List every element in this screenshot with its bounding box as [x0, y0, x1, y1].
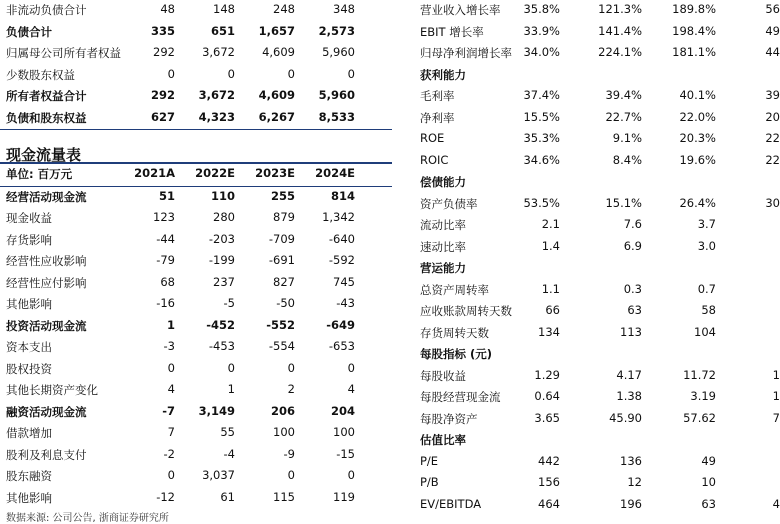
row-label: 速动比率	[420, 239, 466, 254]
row-value: 1	[772, 389, 780, 403]
row-value: 255	[270, 188, 295, 203]
row-value: 4.17	[616, 367, 642, 382]
row-value: 68	[160, 274, 175, 289]
row-value: 3.7	[697, 217, 716, 231]
row-label: 流动比率	[420, 218, 466, 232]
row-value: 3.19	[690, 389, 716, 403]
row-value: 30	[765, 195, 780, 210]
year-header: 2024E	[315, 166, 355, 180]
row-value: 6,267	[258, 109, 295, 124]
row-value: 136	[620, 453, 642, 468]
row-value: 3,672	[198, 88, 235, 102]
row-value: -5	[223, 296, 235, 310]
row-value: 22	[765, 131, 780, 145]
row-label: 投资活动现金流	[6, 318, 87, 333]
row-value: 10	[701, 475, 716, 489]
row-value: 48	[160, 2, 175, 16]
unit-label: 单位: 百万元	[6, 167, 73, 181]
row-label: 归母净利润增长率	[420, 46, 512, 60]
row-label: 其他影响	[6, 490, 52, 505]
row-value: -16	[156, 296, 175, 310]
ratio-row	[420, 65, 759, 87]
row-value: 627	[150, 109, 175, 124]
row-value: 58	[701, 303, 716, 317]
ratio-row	[420, 129, 780, 151]
row-value: -709	[268, 231, 295, 246]
row-value: 745	[333, 274, 355, 289]
row-value: 224.1%	[598, 45, 642, 59]
row-value: -12	[156, 489, 175, 504]
ratio-row	[420, 258, 759, 280]
row-label: 每股指标 (元)	[420, 347, 493, 361]
row-value: -15	[336, 446, 355, 461]
row-value: 9.1%	[612, 131, 642, 145]
row-value: 7	[772, 410, 780, 425]
row-value: 0.7	[697, 281, 716, 296]
row-value: -653	[328, 339, 355, 353]
row-value: 15.5%	[523, 109, 560, 124]
row-value: 39	[765, 88, 780, 102]
row-value: 5,960	[318, 88, 355, 102]
row-value: 348	[333, 2, 355, 16]
ratio-row	[420, 172, 759, 194]
row-value: 0	[347, 360, 355, 375]
row-value: 0	[167, 468, 175, 482]
row-value: -554	[268, 339, 295, 353]
row-label: 归属母公司所有者权益	[6, 46, 121, 60]
row-value: 34.0%	[523, 45, 560, 59]
row-value: 61	[220, 489, 235, 504]
row-value: -2	[163, 446, 175, 461]
row-value: 189.8%	[672, 2, 716, 16]
row-value: 827	[273, 274, 295, 289]
row-value: 22.0%	[679, 109, 716, 124]
row-label: 估值比率	[420, 433, 466, 447]
row-value: 3.65	[534, 410, 560, 425]
cashflow-row	[0, 337, 392, 359]
row-label: 每股收益	[420, 368, 466, 383]
row-label: 存货周转天数	[420, 325, 489, 340]
row-value: 464	[538, 496, 560, 511]
row-value: 66	[545, 303, 560, 317]
row-value: -453	[208, 339, 235, 353]
row-label: 非流动负债合计	[6, 3, 87, 17]
ratio-row	[420, 0, 780, 22]
row-value: 148	[213, 2, 235, 16]
row-value: -640	[328, 231, 355, 246]
row-value: 2,573	[318, 23, 355, 38]
year-header: 2023E	[255, 166, 295, 180]
row-value: 3,149	[198, 403, 235, 418]
balance-row	[0, 43, 392, 65]
ratio-row	[420, 194, 780, 216]
row-value: 12	[627, 475, 642, 489]
row-label: 负债合计	[6, 24, 52, 39]
ratio-row	[420, 344, 759, 366]
row-value: 1,342	[322, 210, 355, 224]
row-value: 4	[347, 382, 355, 396]
row-value: 45.90	[609, 410, 642, 425]
row-value: 8.4%	[612, 152, 642, 167]
row-value: 100	[333, 425, 355, 439]
row-label: P/E	[420, 453, 439, 468]
row-value: 44	[765, 45, 780, 59]
row-value: 292	[150, 88, 175, 102]
row-value: 1	[166, 317, 175, 332]
balance-row	[0, 86, 392, 108]
row-value: 20	[765, 109, 780, 124]
row-label: 每股净资产	[420, 411, 478, 426]
row-value: -452	[206, 317, 235, 332]
row-value: 1.29	[534, 367, 560, 382]
row-value: -4	[223, 446, 235, 461]
row-value: 1,657	[258, 23, 295, 38]
row-value: 56	[765, 2, 780, 16]
row-value: -203	[208, 231, 235, 246]
row-value: 4,323	[198, 109, 235, 124]
row-value: 879	[273, 210, 295, 224]
row-value: -3	[163, 339, 175, 353]
row-value: 0	[167, 360, 175, 375]
cashflow-row	[0, 402, 392, 424]
ratio-row	[420, 473, 759, 495]
cashflow-row	[0, 294, 392, 316]
cashflow-row	[0, 380, 392, 402]
row-value: -9	[283, 446, 295, 461]
row-label: 资产负债率	[420, 196, 478, 211]
row-value: -691	[268, 253, 295, 267]
row-value: 335	[150, 23, 175, 38]
row-value: 11.72	[683, 367, 716, 382]
cashflow-row	[0, 208, 392, 230]
row-value: 0	[287, 66, 295, 81]
row-value: 0.3	[623, 281, 642, 296]
row-value: -44	[156, 231, 175, 246]
ratio-row	[420, 430, 759, 452]
row-value: 35.3%	[523, 131, 560, 145]
row-value: 4	[167, 382, 175, 396]
row-value: 3.0	[697, 238, 716, 253]
row-value: 292	[153, 45, 175, 59]
row-value: 55	[220, 425, 235, 439]
row-value: 22	[765, 152, 780, 167]
row-label: EV/EBITDA	[420, 496, 482, 511]
row-value: 15.1%	[605, 195, 642, 210]
row-label: 总资产周转率	[420, 282, 489, 297]
row-value: 104	[694, 324, 716, 339]
ratio-row	[420, 495, 780, 517]
row-value: 1	[772, 367, 780, 382]
row-label: 资本支出	[6, 340, 52, 354]
cashflow-title: 现金流量表	[6, 146, 82, 164]
cashflow-row	[0, 251, 392, 273]
row-label: 借款增加	[6, 426, 52, 440]
row-label: EBIT 增长率	[420, 24, 484, 39]
row-value: 3,037	[202, 468, 235, 482]
row-label: 其他长期资产变化	[6, 383, 98, 397]
row-value: 7	[167, 425, 175, 439]
row-value: 206	[270, 403, 295, 418]
row-value: 0	[227, 66, 235, 81]
row-value: 0	[287, 360, 295, 375]
row-label: P/B	[420, 475, 439, 489]
row-value: 2	[287, 382, 295, 396]
row-label: 现金收益	[6, 211, 52, 225]
row-value: 6.9	[623, 238, 642, 253]
row-value: 156	[538, 475, 560, 489]
row-value: 196	[620, 496, 642, 511]
row-value: -552	[266, 317, 295, 332]
row-value: 39.4%	[605, 88, 642, 102]
row-value: 181.1%	[672, 45, 716, 59]
row-value: 1	[227, 382, 235, 396]
row-label: 所有者权益合计	[6, 89, 87, 103]
row-value: 1.38	[616, 389, 642, 403]
row-value: -79	[156, 253, 175, 267]
ratio-row	[420, 22, 780, 44]
row-value: 651	[210, 23, 235, 38]
row-value: 0.64	[534, 389, 560, 403]
row-value: 35.8%	[523, 2, 560, 16]
ratio-row	[420, 280, 759, 302]
row-value: 0	[227, 360, 235, 375]
row-label: 存货影响	[6, 232, 52, 247]
row-label: 净利率	[420, 110, 455, 125]
row-value: 141.4%	[598, 23, 642, 38]
row-value: 1.1	[541, 281, 560, 296]
row-label: 负债和股东权益	[6, 110, 87, 125]
cashflow-section	[0, 130, 392, 162]
row-label: 股东融资	[6, 469, 52, 483]
row-value: 2.1	[541, 217, 560, 231]
row-value: 0	[347, 468, 355, 482]
cashflow-row	[0, 273, 392, 295]
row-label: ROIC	[420, 152, 449, 167]
row-label: 股权投资	[6, 361, 52, 376]
row-value: -649	[326, 317, 355, 332]
row-value: -199	[208, 253, 235, 267]
ratio-row	[420, 409, 780, 431]
row-label: 融资活动现金流	[6, 404, 87, 419]
row-value: 1.4	[541, 238, 560, 253]
cashflow-row	[0, 466, 392, 488]
ratio-row	[420, 301, 759, 323]
row-value: 63	[701, 496, 716, 511]
row-value: 237	[213, 274, 235, 289]
row-value: 0	[287, 468, 295, 482]
row-value: 63	[627, 303, 642, 317]
ratio-row	[420, 86, 780, 108]
row-value: 20.3%	[679, 131, 716, 145]
row-label: 经营性应付影响	[6, 275, 87, 290]
balance-row	[0, 65, 392, 87]
row-value: 7.6	[623, 217, 642, 231]
year-header: 2021A	[134, 166, 175, 180]
row-value: 49	[701, 453, 716, 468]
ratio-row	[420, 215, 759, 237]
row-value: 115	[273, 489, 295, 504]
row-value: 4	[772, 496, 780, 511]
row-label: 其他影响	[6, 297, 52, 311]
ratio-row	[420, 323, 759, 345]
row-value: 814	[330, 188, 355, 203]
row-value: 100	[273, 425, 295, 439]
row-value: 442	[538, 453, 560, 468]
row-value: 51	[158, 188, 175, 203]
ratio-row	[420, 43, 780, 65]
ratio-row	[420, 387, 780, 409]
row-value: 113	[620, 324, 642, 339]
row-value: 3,672	[202, 45, 235, 59]
ratio-row	[420, 452, 759, 474]
row-value: -43	[336, 296, 355, 310]
cashflow-row	[0, 423, 392, 445]
row-value: -592	[328, 253, 355, 267]
cashflow-row	[0, 488, 392, 510]
row-label: 经营性应收影响	[6, 254, 87, 268]
row-label: 应收账款周转天数	[420, 304, 512, 318]
row-value: 53.5%	[523, 195, 560, 210]
row-value: 280	[213, 210, 235, 224]
row-label: 营运能力	[420, 261, 466, 275]
cashflow-row	[0, 445, 392, 467]
row-value: 0	[167, 66, 175, 81]
cashflow-row	[0, 187, 392, 209]
row-label: 偿债能力	[420, 175, 466, 189]
balance-row	[0, 22, 392, 44]
row-value: 134	[538, 324, 560, 339]
row-value: 119	[333, 489, 355, 504]
row-label: 获利能力	[420, 67, 466, 82]
row-label: 股利及利息支付	[6, 447, 87, 462]
balance-row	[0, 0, 392, 22]
row-value: 57.62	[683, 410, 716, 425]
row-value: 22.7%	[605, 109, 642, 124]
row-value: 123	[153, 210, 175, 224]
row-label: 少数股东权益	[6, 67, 75, 82]
row-value: 198.4%	[672, 23, 716, 38]
row-label: ROE	[420, 131, 445, 145]
row-value: 4,609	[262, 45, 295, 59]
row-label: 经营活动现金流	[6, 189, 87, 204]
row-label: 毛利率	[420, 89, 455, 103]
cashflow-row	[0, 230, 392, 252]
balance-row	[0, 108, 392, 131]
ratio-row	[420, 237, 759, 259]
row-value: 34.6%	[523, 152, 560, 167]
row-value: 110	[210, 188, 235, 203]
ratio-row	[420, 108, 780, 130]
row-value: 40.1%	[679, 88, 716, 102]
row-value: 49	[765, 23, 780, 38]
cashflow-row	[0, 359, 392, 381]
row-value: 8,533	[318, 109, 355, 124]
year-header: 2022E	[195, 166, 235, 180]
row-label: 每股经营现金流	[420, 390, 501, 404]
row-value: 204	[330, 403, 355, 418]
source-footnote: 数据来源: 公司公告, 浙商证券研究所	[6, 513, 169, 524]
row-value: 19.6%	[679, 152, 716, 167]
row-value: 33.9%	[523, 23, 560, 38]
left-panel	[0, 0, 392, 509]
row-value: 248	[273, 2, 295, 16]
row-label: 营业收入增长率	[420, 3, 501, 17]
cashflow-row	[0, 316, 392, 338]
row-value: -7	[162, 403, 175, 418]
row-value: 26.4%	[679, 195, 716, 210]
row-value: 5,960	[322, 45, 355, 59]
row-value: 4,609	[258, 88, 295, 102]
ratio-row	[420, 151, 780, 173]
row-value: -50	[276, 296, 295, 310]
row-value: 121.3%	[598, 2, 642, 16]
row-value: 37.4%	[523, 88, 560, 102]
cashflow-header	[0, 162, 392, 187]
ratio-row	[420, 366, 780, 388]
row-value: 0	[347, 66, 355, 81]
ratios-panel	[420, 0, 780, 516]
